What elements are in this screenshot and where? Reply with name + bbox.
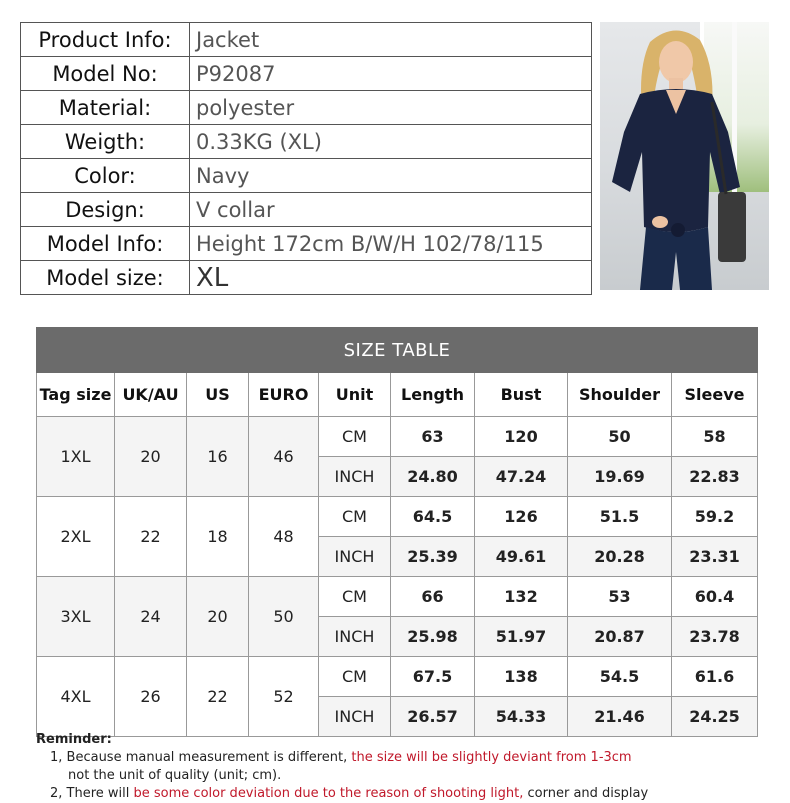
table-row (37, 417, 758, 457)
length-cell: 26.57 (391, 697, 475, 737)
product-info-table (20, 22, 592, 295)
unit-cell: INCH (319, 457, 391, 497)
uk-au-cell: 22 (115, 497, 187, 577)
info-row-product (21, 23, 592, 57)
uk-au-cell: 24 (115, 577, 187, 657)
tag-size-cell: 3XL (37, 577, 115, 657)
column-header: Sleeve (672, 373, 758, 417)
shoulder-cell: 19.69 (568, 457, 672, 497)
length-cell: 66 (391, 577, 475, 617)
info-value: XL (190, 261, 592, 295)
size-table-header-row (37, 373, 758, 417)
shoulder-cell: 21.46 (568, 697, 672, 737)
reminder-highlight: the size will be slightly deviant from 1-3cm (351, 750, 632, 765)
column-header: Length (391, 373, 475, 417)
shoulder-cell: 50 (568, 417, 672, 457)
reminder-line-2 (36, 785, 756, 803)
sleeve-cell: 61.6 (672, 657, 758, 697)
bust-cell: 47.24 (475, 457, 568, 497)
sleeve-cell: 58 (672, 417, 758, 457)
bust-cell: 120 (475, 417, 568, 457)
length-cell: 25.39 (391, 537, 475, 577)
reminder-text: 2, There will (50, 786, 134, 801)
table-row (37, 497, 758, 537)
shoulder-cell: 54.5 (568, 657, 672, 697)
table-row (37, 577, 758, 617)
column-header: Bust (475, 373, 568, 417)
shoulder-cell: 20.87 (568, 617, 672, 657)
column-header: Shoulder (568, 373, 672, 417)
us-cell: 20 (187, 577, 249, 657)
size-table (36, 327, 758, 737)
reminder-text: corner and display (523, 786, 649, 801)
sleeve-cell: 59.2 (672, 497, 758, 537)
column-header: US (187, 373, 249, 417)
bust-cell: 138 (475, 657, 568, 697)
length-cell: 63 (391, 417, 475, 457)
info-row-model-info (21, 227, 592, 261)
info-label: Model size: (21, 261, 190, 295)
bust-cell: 54.33 (475, 697, 568, 737)
sleeve-cell: 24.25 (672, 697, 758, 737)
info-label: Model No: (21, 57, 190, 91)
tag-size-cell: 1XL (37, 417, 115, 497)
euro-cell: 50 (249, 577, 319, 657)
info-value: polyester (190, 91, 592, 125)
shoulder-cell: 20.28 (568, 537, 672, 577)
unit-cell: CM (319, 497, 391, 537)
shoulder-cell: 53 (568, 577, 672, 617)
info-row-color (21, 159, 592, 193)
shoulder-cell: 51.5 (568, 497, 672, 537)
info-label: Material: (21, 91, 190, 125)
info-value: Height 172cm B/W/H 102/78/115 (190, 227, 592, 261)
bust-cell: 51.97 (475, 617, 568, 657)
info-value: Navy (190, 159, 592, 193)
bust-cell: 132 (475, 577, 568, 617)
info-value: P92087 (190, 57, 592, 91)
column-header: UK/AU (115, 373, 187, 417)
unit-cell: INCH (319, 697, 391, 737)
tag-size-cell: 2XL (37, 497, 115, 577)
column-header: Tag size (37, 373, 115, 417)
us-cell: 16 (187, 417, 249, 497)
reminder-title: Reminder: (36, 732, 112, 747)
unit-cell: INCH (319, 537, 391, 577)
unit-cell: CM (319, 577, 391, 617)
bust-cell: 49.61 (475, 537, 568, 577)
info-value: 0.33KG (XL) (190, 125, 592, 159)
info-row-weight (21, 125, 592, 159)
uk-au-cell: 20 (115, 417, 187, 497)
unit-cell: CM (319, 657, 391, 697)
info-row-material (21, 91, 592, 125)
info-label: Color: (21, 159, 190, 193)
model-figure-illustration (600, 22, 769, 290)
column-header: Unit (319, 373, 391, 417)
sleeve-cell: 22.83 (672, 457, 758, 497)
table-row (37, 657, 758, 697)
info-label: Model Info: (21, 227, 190, 261)
model-photo (600, 22, 769, 290)
info-row-design (21, 193, 592, 227)
tag-size-cell: 4XL (37, 657, 115, 737)
euro-cell: 48 (249, 497, 319, 577)
unit-cell: CM (319, 417, 391, 457)
reminder-line-1-continued: not the unit of quality (unit; cm). (68, 768, 282, 783)
sleeve-cell: 23.31 (672, 537, 758, 577)
length-cell: 67.5 (391, 657, 475, 697)
unit-cell: INCH (319, 617, 391, 657)
info-value: Jacket (190, 23, 592, 57)
reminder-text: 1, Because manual measurement is different, (50, 750, 352, 765)
info-value: V collar (190, 193, 592, 227)
us-cell: 18 (187, 497, 249, 577)
us-cell: 22 (187, 657, 249, 737)
column-header: EURO (249, 373, 319, 417)
bust-cell: 126 (475, 497, 568, 537)
info-label: Design: (21, 193, 190, 227)
length-cell: 25.98 (391, 617, 475, 657)
info-row-model-no (21, 57, 592, 91)
euro-cell: 52 (249, 657, 319, 737)
reminder-line-1 (36, 749, 756, 767)
length-cell: 24.80 (391, 457, 475, 497)
uk-au-cell: 26 (115, 657, 187, 737)
info-row-model-size (21, 261, 592, 295)
sleeve-cell: 23.78 (672, 617, 758, 657)
info-label: Weigth: (21, 125, 190, 159)
euro-cell: 46 (249, 417, 319, 497)
reminder-highlight: be some color deviation due to the reason of shooting light, (133, 786, 524, 801)
length-cell: 64.5 (391, 497, 475, 537)
info-label: Product Info: (21, 23, 190, 57)
size-table-title: SIZE TABLE (37, 328, 758, 373)
sleeve-cell: 60.4 (672, 577, 758, 617)
reminder-section (36, 731, 756, 803)
